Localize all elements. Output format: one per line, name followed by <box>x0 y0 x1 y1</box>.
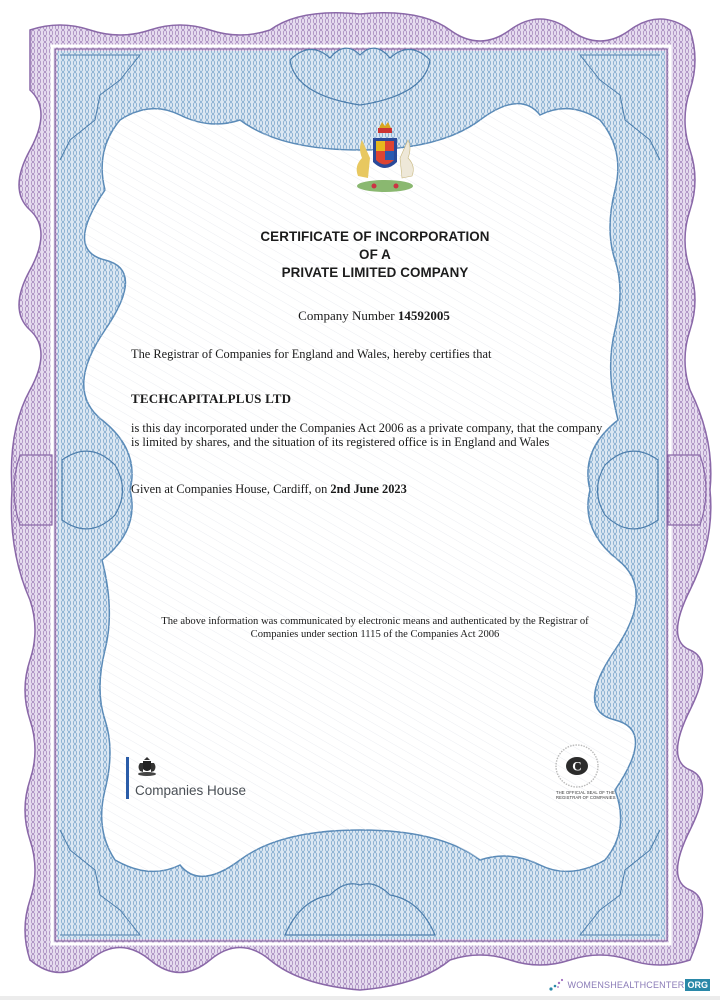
watermark-text: WOMENSHEALTHCENTER <box>567 980 685 990</box>
given-at-text <box>131 482 613 496</box>
logo-bar <box>126 757 129 799</box>
incorporation-date: 2nd June 2023 <box>330 482 407 496</box>
official-seal-icon <box>552 742 602 790</box>
certifies-text: The Registrar of Companies for England and Wales, hereby certifies that <box>131 347 492 361</box>
title-line-2: OF A <box>359 247 391 262</box>
company-name: TECHCAPITALPLUS LTD <box>131 391 292 406</box>
watermark-suffix: ORG <box>687 980 708 990</box>
given-at-prefix: Given at Companies House, Cardiff, on <box>131 482 328 496</box>
svg-text:C: C <box>572 758 582 774</box>
title-line-3: PRIVATE LIMITED COMPANY <box>281 265 469 280</box>
crest-icon <box>135 757 159 777</box>
watermark <box>548 978 710 992</box>
bottom-bar <box>0 996 720 1000</box>
companies-house-label: Companies House <box>135 783 247 798</box>
title-line-1: CERTIFICATE OF INCORPORATION <box>260 229 490 244</box>
dots-logo-icon <box>548 978 566 992</box>
company-number-label: Company Number <box>298 308 395 323</box>
company-number-value: 14592005 <box>397 308 450 323</box>
incorporation-text: is this day incorporated under the Companies Act 2006 as a private company, that the company is limited by shares, and the situation of its registered office is in England and Wales <box>131 421 603 450</box>
certificate-title <box>0 228 720 282</box>
royal-coat-of-arms-icon <box>340 118 430 198</box>
authentication-note: The above information was communicated by electronic means and authenticated by the Registrar of Companies under section 1115 of the Companies Act 2006 <box>161 616 589 640</box>
company-number <box>0 308 720 324</box>
seal-caption: THE OFFICIAL SEAL OF THE REGISTRAR OF COMPANIES <box>556 790 616 800</box>
